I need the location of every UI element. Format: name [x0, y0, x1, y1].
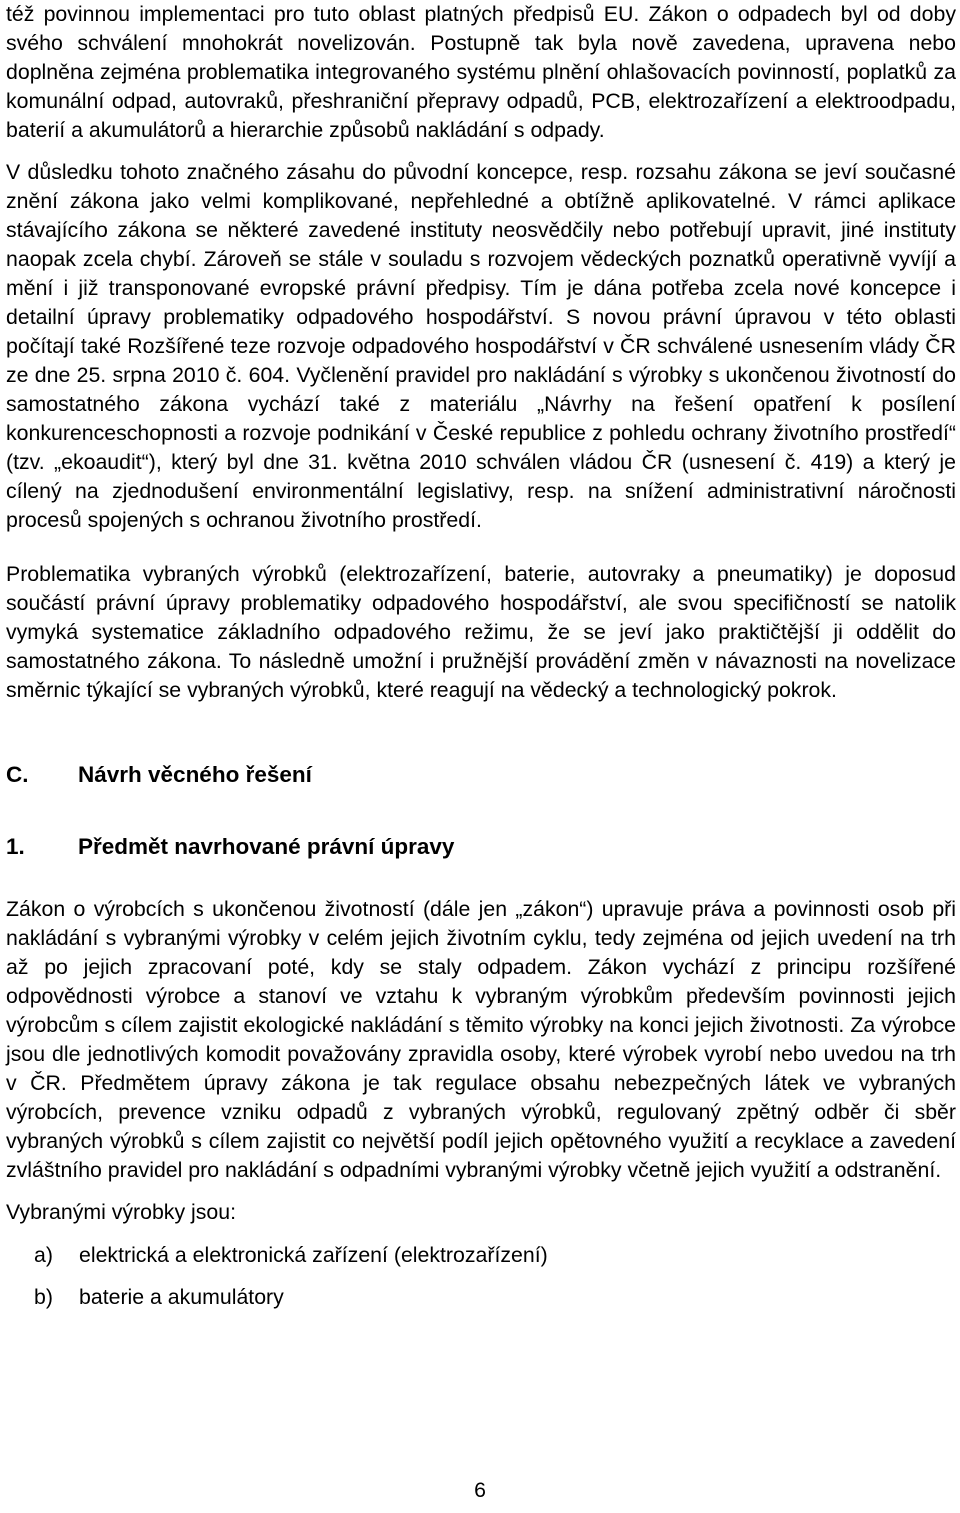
document-page [6, 0, 956, 1325]
section-title: Návrh věcného řešení [78, 762, 312, 787]
section-number: C. [6, 762, 29, 787]
subsection-number: 1. [6, 834, 25, 859]
selected-products-list [6, 1241, 956, 1312]
list-marker: a) [34, 1243, 53, 1267]
paragraph-waste-act-history: též povinnou implementaci pro tuto oblast platných předpisů EU. Zákon o odpadech byl od doby svého schválení mnohokrát novelizován. Postupně tak byla nově zavedena, upravena nebo doplněna zejména problematika integrovaného systému plnění ohlašovacích povinností, poplatků za komunální odpad, autovraků, přeshraniční přepravy odpadů, PCB, elektrozařízení a elektroodpadu, baterií a akumulátorů a hierarchie způsobů nakládání s odpady. [6, 2, 956, 142]
list-item-text: elektrická a elektronická zařízení (elektrozařízení) [79, 1243, 548, 1267]
section-heading-c [6, 760, 956, 790]
list-marker: b) [34, 1285, 53, 1309]
subsection-title: Předmět navrhované právní úpravy [78, 834, 455, 859]
page-number: 6 [474, 1478, 486, 1502]
list-intro: Vybranými výrobky jsou: [6, 1200, 237, 1224]
list-item [6, 1283, 956, 1312]
paragraph-selected-products-problem: Problematika vybraných výrobků (elektrozařízení, baterie, autovraky a pneumatiky) je doposud součástí právní úpravy problematiky odpadového hospodářství, ale svou specifičností se natolik vymyká systematice základního odpadového režimu, že se jeví jako praktičtější ji oddělit do samostatného zákona. To následně umožní i pružnější provádění změn v návaznosti na novelizace směrnic týkající se vybraných výrobků, které reagují na vědecký a technologický pokrok. [6, 562, 956, 702]
list-item-text: baterie a akumulátory [79, 1285, 284, 1309]
subsection-heading-1 [6, 832, 956, 862]
paragraph-current-act-complexity: V důsledku tohoto značného zásahu do původní koncepce, resp. rozsahu zákona se jeví současné znění zákona jako velmi komplikované, nepřehledné a obtížně aplikovatelné. V rámci aplikace stávajícího zákona se některé zavedené instituty neosvědčily nebo potřebují upravit, jiné instituty naopak zcela chybí. Zároveň se stále v souladu s rozvojem vědeckých poznatků operativně vyvíjí a mění i již transponované evropské právní předpisy. Tím je dána potřeba zcela nové koncepce i detailní úpravy problematiky odpadového hospodářství. S novou právní úpravou v této oblasti počítají také Rozšířené teze rozvoje odpadového hospodářství v ČR schválené usnesením vlády ČR ze dne 25. srpna 2010 č. 604. Vyčlenění pravidel pro nakládání s výrobky s ukončenou životností do samostatného zákona vychází také z materiálu „Návrhy na řešení opatření k posílení konkurenceschopnosti a rozvoje podnikání v České republice z pohledu ochrany životního prostředí“ (tzv. „ekoaudit“), který byl dne 31. května 2010 schválen vládou ČR (usnesení č. 419) a který je cílený na zjednodušení environmentální legislativy, resp. na snížení administrativní náročnosti procesů spojených s ochranou životního prostředí. [6, 160, 956, 532]
paragraph-subject-of-regulation: Zákon o výrobcích s ukončenou životností (dále jen „zákon“) upravuje práva a povinnosti osob při nakládání s vybranými výrobky v celém jejich životním cyklu, tedy zejména od jejich uvedení na trh až po jejich zpracovaní poté, kdy se staly odpadem. Zákon vychází z principu rozšířené odpovědnosti výrobce a stanoví ve vztahu k vybraným výrobkům především povinnosti jejich výrobcům s cílem zajistit ekologické nakládání s těmito výrobky na konci jejich životnosti. Za výrobce jsou dle jednotlivých komodit považovány zpravidla osoby, které výrobek vyrobí nebo uvedou na trh v ČR. Předmětem úpravy zákona je tak regulace obsahu nebezpečných látek ve vybraných výrobcích, prevence vzniku odpadů z vybraných výrobků, regulovaný zpětný odběr či sběr vybraných výrobků s cílem zajistit co největší podíl jejich opětovného využití a recyklace a zavedení zvláštního pravidel pro nakládání s odpadními vybranými výrobky včetně jejich využití a odstranění. [6, 897, 956, 1182]
list-item [6, 1241, 956, 1270]
